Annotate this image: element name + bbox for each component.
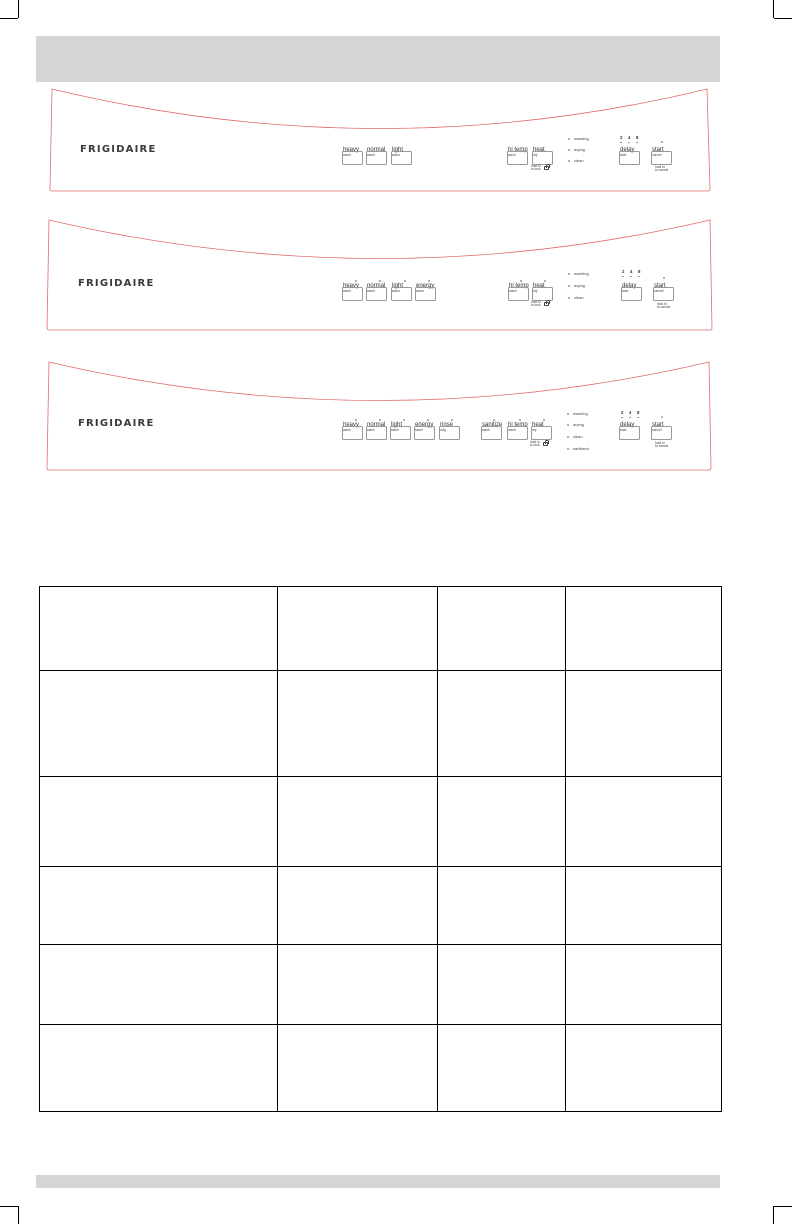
button-sublabel: saver <box>415 428 424 432</box>
status-clean <box>568 159 584 163</box>
button-sublabel: saver <box>416 289 425 293</box>
table-row <box>40 671 722 777</box>
button-indicator <box>355 280 357 282</box>
button-indicator <box>451 419 453 421</box>
table-cell <box>40 587 278 671</box>
table-cell <box>438 945 566 1025</box>
light-wash-button[interactable] <box>390 426 411 440</box>
start-indicator <box>663 277 665 279</box>
hold-to-cancel-label: hold to to cancel <box>657 302 671 310</box>
button-label: sanitize <box>482 422 503 428</box>
button-label: light <box>391 422 403 428</box>
table-cell <box>40 671 278 777</box>
status-drying <box>568 148 585 152</box>
lock-icon <box>543 442 548 446</box>
button-label: delay <box>620 422 635 428</box>
delay-indicator <box>629 417 631 418</box>
button-label: heavy <box>343 422 360 428</box>
table-cell <box>438 671 566 777</box>
delay-hour-2: 2 <box>621 410 624 415</box>
crop-mark <box>0 18 18 19</box>
button-label: heavy <box>343 147 360 153</box>
button-label: delay <box>620 147 635 153</box>
button-sublabel: start <box>620 153 627 157</box>
button-indicator <box>543 419 545 421</box>
button-sublabel: dry <box>533 289 538 293</box>
delay-indicator <box>620 142 622 143</box>
delay-hour-4: 4 <box>628 135 631 140</box>
table-row <box>40 945 722 1025</box>
energy-saver-button[interactable] <box>414 426 435 440</box>
hi-temp-wash-button[interactable] <box>507 426 528 440</box>
button-sublabel: start <box>620 428 627 432</box>
button-indicator <box>544 280 546 282</box>
button-label: hi temp <box>508 422 528 428</box>
table-cell <box>566 945 722 1025</box>
sanitize-wash-button[interactable] <box>481 426 502 440</box>
table-cell <box>40 945 278 1025</box>
crop-mark <box>774 1206 792 1207</box>
delay-indicator <box>630 276 632 277</box>
button-label: rinse <box>440 422 454 428</box>
control-panel-2 <box>46 219 713 331</box>
table-cell <box>566 1025 722 1112</box>
delay-indicator <box>621 417 623 418</box>
status-washing <box>568 272 589 276</box>
button-label: energy <box>416 283 435 289</box>
button-sublabel: wash <box>482 428 490 432</box>
delay-hour-8: 8 <box>637 410 640 415</box>
table-cell <box>278 671 438 777</box>
start-cancel-button[interactable] <box>651 151 672 165</box>
status-washing <box>567 412 588 416</box>
crop-mark <box>773 0 774 18</box>
button-indicator <box>428 280 430 282</box>
status-label: drying <box>574 283 585 288</box>
delay-hour-2: 2 <box>620 135 623 140</box>
table-cell <box>278 1025 438 1112</box>
control-panel-3 <box>46 361 712 471</box>
status-sanitized <box>567 447 589 451</box>
heat-dry-button[interactable] <box>531 426 552 440</box>
button-sublabel: wash <box>367 428 375 432</box>
crop-mark <box>0 1206 18 1207</box>
status-label: sanitized <box>573 446 589 451</box>
delay-hour-8: 8 <box>638 269 641 274</box>
table-cell <box>40 867 278 945</box>
normal-wash-button[interactable] <box>366 287 387 301</box>
status-label: washing <box>574 271 589 276</box>
delay-indicator <box>638 276 640 277</box>
button-sublabel: wash <box>343 289 351 293</box>
control-panel-1 <box>49 88 711 192</box>
button-sublabel: wash <box>509 289 517 293</box>
delay-start-button[interactable] <box>621 287 642 301</box>
brand-logo: FRIGIDAIRE <box>78 278 155 289</box>
button-indicator <box>493 419 495 421</box>
table-cell <box>566 867 722 945</box>
status-clean <box>568 296 584 300</box>
button-label: delay <box>622 283 637 289</box>
button-label: energy <box>415 422 434 428</box>
lock-icon <box>544 302 549 306</box>
button-sublabel: cancel <box>654 289 664 293</box>
button-sublabel: wash <box>508 428 516 432</box>
status-washing <box>568 137 589 141</box>
button-sublabel: wash <box>392 153 400 157</box>
table-cell <box>278 867 438 945</box>
normal-wash-button[interactable] <box>366 426 387 440</box>
table-cell <box>438 777 566 867</box>
status-label: washing <box>573 411 588 416</box>
button-indicator <box>379 419 381 421</box>
button-sublabel: cancel <box>652 428 662 432</box>
table-cell <box>566 777 722 867</box>
button-label: heat <box>533 147 545 153</box>
status-label: clean <box>574 158 584 163</box>
hold-to-lock-label: hold to to lock <box>531 300 541 308</box>
normal-wash-button[interactable] <box>366 151 387 165</box>
table-cell <box>438 587 566 671</box>
delay-hour-4: 4 <box>630 269 633 274</box>
heat-dry-button[interactable] <box>532 287 553 301</box>
hold-to-cancel-label: hold to to cancel <box>655 441 669 449</box>
button-label: hi temp <box>508 147 528 153</box>
light-wash-button[interactable] <box>391 151 412 165</box>
button-sublabel: start <box>622 289 629 293</box>
button-indicator <box>404 280 406 282</box>
button-indicator <box>519 419 521 421</box>
delay-hour-4: 4 <box>629 410 632 415</box>
table-row <box>40 587 722 671</box>
crop-mark <box>774 18 792 19</box>
table-cell <box>278 587 438 671</box>
table-row <box>40 777 722 867</box>
cycle-table <box>39 586 722 1112</box>
start-indicator <box>661 141 663 143</box>
hi-temp-wash-button[interactable] <box>508 287 529 301</box>
light-wash-button[interactable] <box>391 287 412 301</box>
table-cell <box>278 945 438 1025</box>
table-cell <box>40 1025 278 1112</box>
heavy-wash-button[interactable] <box>342 426 363 440</box>
button-indicator <box>427 419 429 421</box>
heavy-wash-button[interactable] <box>342 151 363 165</box>
crop-mark <box>773 1206 774 1224</box>
button-sublabel: wash <box>367 289 375 293</box>
button-sublabel: dry <box>532 428 537 432</box>
table-cell <box>566 671 722 777</box>
button-indicator <box>520 280 522 282</box>
table-cell <box>566 587 722 671</box>
button-label: heavy <box>343 283 360 289</box>
button-sublabel: wash <box>508 153 516 157</box>
button-sublabel: wash <box>367 153 375 157</box>
delay-hour-8: 8 <box>636 135 639 140</box>
brand-logo: FRIGIDAIRE <box>80 144 157 155</box>
button-sublabel: wash <box>391 428 399 432</box>
rinse-only-button[interactable] <box>439 426 460 440</box>
status-label: drying <box>574 147 585 152</box>
button-label: hi temp <box>509 283 529 289</box>
hi-temp-wash-button[interactable] <box>507 151 528 165</box>
table-row <box>40 867 722 945</box>
hold-to-lock-label: hold to to lock <box>531 164 541 172</box>
delay-indicator <box>636 142 638 143</box>
header-band <box>36 36 720 82</box>
button-indicator <box>355 419 357 421</box>
button-label: start <box>654 283 666 289</box>
button-label: start <box>652 147 664 153</box>
button-label: light <box>392 147 404 153</box>
panel-outline <box>46 219 713 331</box>
button-sublabel: wash <box>392 289 400 293</box>
heat-dry-button[interactable] <box>532 151 553 165</box>
button-label: light <box>392 283 404 289</box>
table-cell <box>438 867 566 945</box>
button-label: start <box>652 422 664 428</box>
button-sublabel: wash <box>343 153 351 157</box>
hold-to-cancel-label: hold to to cancel <box>655 165 669 173</box>
start-cancel-button[interactable] <box>653 287 674 301</box>
status-label: washing <box>574 136 589 141</box>
status-drying <box>567 423 584 427</box>
footer-band <box>36 1175 720 1188</box>
button-label: normal <box>367 283 386 289</box>
heavy-wash-button[interactable] <box>342 287 363 301</box>
table-cell <box>438 1025 566 1112</box>
brand-logo: FRIGIDAIRE <box>78 418 155 429</box>
button-indicator <box>379 280 381 282</box>
button-sublabel: only <box>440 428 447 432</box>
delay-start-button[interactable] <box>619 151 640 165</box>
button-label: normal <box>367 147 386 153</box>
button-sublabel: dry <box>533 153 538 157</box>
crop-mark <box>18 0 19 18</box>
delay-indicator <box>628 142 630 143</box>
status-label: clean <box>574 295 584 300</box>
table-row <box>40 1025 722 1112</box>
delay-indicator <box>637 417 639 418</box>
table-cell <box>40 777 278 867</box>
start-indicator <box>661 416 663 418</box>
button-label: normal <box>367 422 386 428</box>
panel-outline <box>46 361 712 471</box>
crop-mark <box>18 1206 19 1224</box>
button-indicator <box>403 419 405 421</box>
status-clean <box>567 435 583 439</box>
status-drying <box>568 284 585 288</box>
table-cell <box>278 777 438 867</box>
energy-saver-button[interactable] <box>415 287 436 301</box>
button-sublabel: wash <box>343 428 351 432</box>
panel-outline <box>49 88 711 192</box>
delay-start-button[interactable] <box>619 426 640 440</box>
button-label: heat <box>533 283 545 289</box>
button-sublabel: cancel <box>652 153 662 157</box>
delay-indicator <box>622 276 624 277</box>
hold-to-lock-label: hold to to lock <box>530 440 540 448</box>
lock-icon <box>544 166 549 170</box>
start-cancel-button[interactable] <box>651 426 672 440</box>
button-label: heat <box>532 422 544 428</box>
status-label: clean <box>573 434 583 439</box>
delay-hour-2: 2 <box>622 269 625 274</box>
status-label: drying <box>573 422 584 427</box>
